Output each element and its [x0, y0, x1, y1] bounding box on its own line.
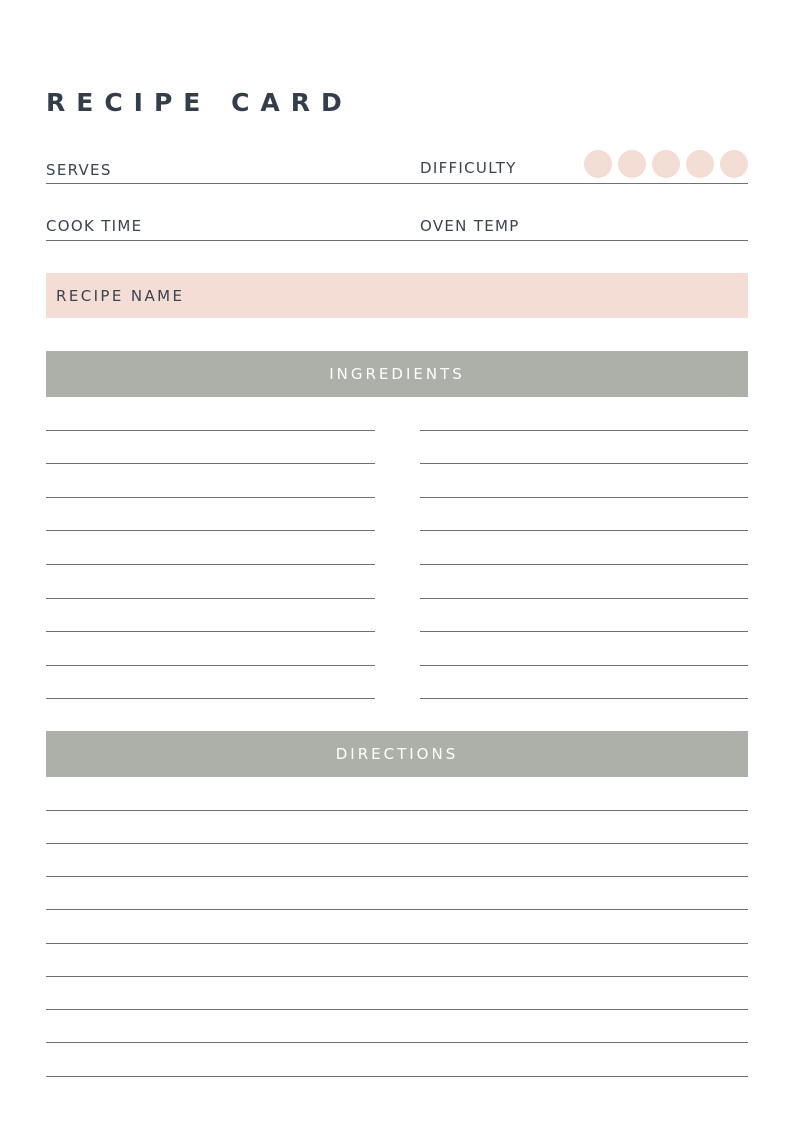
ingredient-line[interactable] [420, 598, 748, 599]
direction-line[interactable] [46, 909, 748, 910]
ingredient-line[interactable] [420, 463, 748, 464]
ingredient-line[interactable] [420, 631, 748, 632]
ingredient-line[interactable] [420, 564, 748, 565]
direction-line[interactable] [46, 976, 748, 977]
direction-line[interactable] [46, 1009, 748, 1010]
ingredient-line[interactable] [46, 497, 375, 498]
ingredient-line[interactable] [46, 463, 375, 464]
direction-line[interactable] [46, 1042, 748, 1043]
serves-difficulty-rule [46, 183, 748, 184]
ingredient-line[interactable] [420, 497, 748, 498]
direction-line[interactable] [46, 843, 748, 844]
difficulty-dot[interactable] [686, 150, 714, 178]
ingredient-line[interactable] [420, 698, 748, 699]
page-title: RECIPE CARD [46, 88, 353, 117]
recipe-name-label: RECIPE NAME [56, 287, 185, 305]
ingredient-line[interactable] [420, 665, 748, 666]
direction-line[interactable] [46, 810, 748, 811]
difficulty-rating[interactable] [584, 150, 748, 178]
directions-header: DIRECTIONS [46, 731, 748, 777]
difficulty-label: DIFFICULTY [420, 159, 517, 177]
ingredient-line[interactable] [46, 665, 375, 666]
ingredient-line[interactable] [46, 530, 375, 531]
direction-line[interactable] [46, 1076, 748, 1077]
ingredient-line[interactable] [46, 631, 375, 632]
ingredient-line[interactable] [46, 698, 375, 699]
direction-line[interactable] [46, 943, 748, 944]
cook-time-label: COOK TIME [46, 217, 143, 235]
ingredient-line[interactable] [46, 598, 375, 599]
difficulty-dot[interactable] [652, 150, 680, 178]
ingredient-line[interactable] [420, 530, 748, 531]
difficulty-dot[interactable] [584, 150, 612, 178]
difficulty-dot[interactable] [618, 150, 646, 178]
serves-label: SERVES [46, 161, 112, 179]
recipe-name-field[interactable] [46, 273, 748, 318]
direction-line[interactable] [46, 876, 748, 877]
ingredient-line[interactable] [46, 564, 375, 565]
ingredient-line[interactable] [46, 430, 375, 431]
ingredients-header: INGREDIENTS [46, 351, 748, 397]
difficulty-dot[interactable] [720, 150, 748, 178]
oven-temp-label: OVEN TEMP [420, 217, 520, 235]
cooktime-oventemp-rule [46, 240, 748, 241]
ingredient-line[interactable] [420, 430, 748, 431]
